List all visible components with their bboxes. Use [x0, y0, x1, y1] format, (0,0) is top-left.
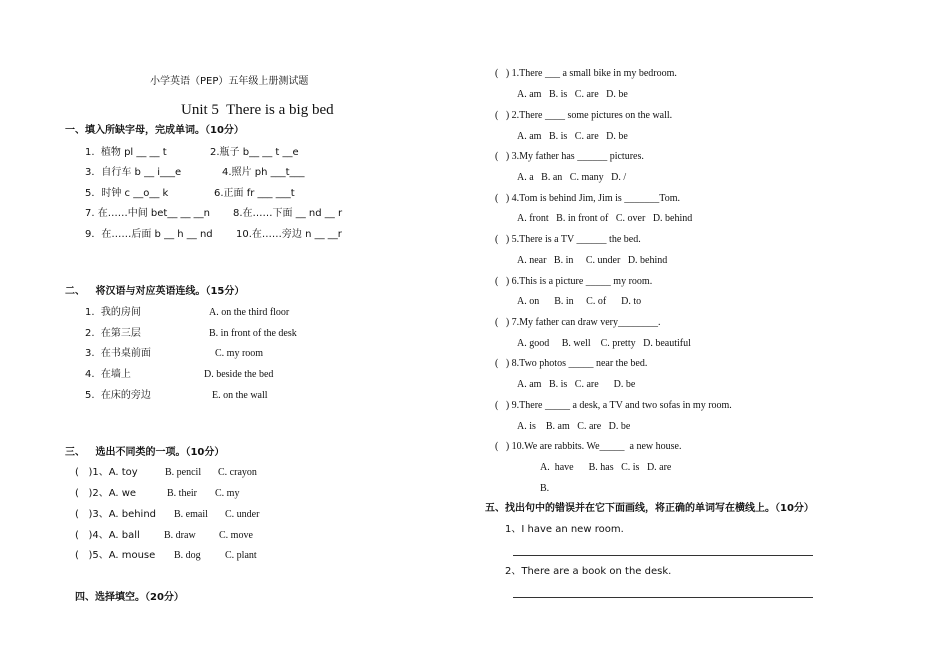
s4-q8-options: A. am B. is C. are D. be: [517, 379, 636, 390]
s2-right-d: D. beside the bed: [204, 369, 274, 380]
s3-q3-c: C. under: [225, 509, 260, 520]
s3-q5-b: B. dog: [174, 550, 201, 561]
s4-q9-options: A. is B. am C. are D. be: [517, 421, 631, 432]
s1-item-2: 2.瓶子 b__ __ t __e: [210, 147, 299, 158]
s1-item-5: 5．时钟 c __o__ k: [85, 188, 169, 199]
s2-left-3: 3. 在书桌前面: [85, 348, 151, 359]
s3-q4-a: ( )4、A. ball: [75, 530, 140, 541]
s4-q1-options: A. am B. is C. are D. be: [517, 89, 628, 100]
s4-q4: ( ) 4.Tom is behind Jim, Jim is _______Tom.: [495, 193, 680, 204]
s1-item-8: 8.在……下面 __ nd __ r: [233, 208, 343, 219]
s4-q10: ( ) 10.We are rabbits. We_____ a new house.: [495, 441, 682, 452]
s4-q3-options: A. a B. an C. many D. /: [517, 172, 627, 183]
section5-heading: 五、找出句中的错误并在它下面画线，将正确的单词写在横线上。（10分）: [485, 503, 814, 514]
s3-q2-b: B. their: [167, 488, 197, 499]
s3-q1-b: B. pencil: [165, 467, 202, 478]
s1-item-4: 4.照片 ph ___t___: [222, 167, 305, 178]
page-title: 小学英语（PEP）五年级上册测试题: [150, 76, 309, 87]
s4-q6-options: A. on B. in C. of D. to: [517, 296, 642, 307]
s4-q9: ( ) 9.There _____ a desk, a TV and two sofas in my room.: [495, 400, 732, 411]
unit-title: Unit 5 There is a big bed: [181, 102, 334, 118]
s3-q1-a: ( )1、A. toy: [75, 467, 138, 478]
s3-q4-c: C. move: [219, 530, 253, 541]
s4-q3: ( ) 3.My father has ______ pictures.: [495, 151, 644, 162]
s1-item-10: 10.在……旁边 n __ __r: [236, 229, 342, 240]
section4-heading: 四、选择填空。（20分）: [75, 592, 184, 603]
s5-item-1: 1、I have an new room.: [505, 524, 624, 535]
s3-q2-c: C. my: [215, 488, 240, 499]
s5-answer-line-2[interactable]: [513, 597, 813, 598]
s4-q7: ( ) 7.My father can draw very________.: [495, 317, 661, 328]
s2-right-e: E. on the wall: [212, 390, 268, 401]
s4-q4-options: A. front B. in front of C. over D. behind: [517, 213, 693, 224]
s3-q3-b: B. email: [174, 509, 208, 520]
s5-item-2: 2、There are a book on the desk.: [505, 566, 672, 577]
s4-q8: ( ) 8.Two photos _____ near the bed.: [495, 358, 648, 369]
s2-left-2: 2. 在第三层: [85, 328, 141, 339]
s2-right-b: B. in front of the desk: [209, 328, 297, 339]
section2-heading: 二、 将汉语与对应英语连线。（15分）: [65, 286, 245, 297]
s3-q5-a: ( )5、A. mouse: [75, 550, 156, 561]
s4-q5: ( ) 5.There is a TV ______ the bed.: [495, 234, 641, 245]
s4-q10-options: A. have B. has C. is D. are: [540, 462, 672, 473]
s4-q2: ( ) 2.There ____ some pictures on the wall.: [495, 110, 673, 121]
s2-left-5: 5. 在床的旁边: [85, 390, 151, 401]
s3-q5-c: C. plant: [225, 550, 257, 561]
s2-right-c: C. my room: [215, 348, 264, 359]
s4-q6: ( ) 6.This is a picture _____ my room.: [495, 276, 653, 287]
s1-item-1: 1. 植物 pl __ __ t: [85, 147, 167, 158]
s3-q1-c: C. crayon: [218, 467, 257, 478]
section3-heading: 三、 选出不同类的一项。（10分）: [65, 447, 225, 458]
s4-q1: ( ) 1.There ___ a small bike in my bedroom.: [495, 68, 677, 79]
s2-left-1: 1. 我的房间: [85, 307, 141, 318]
s1-item-6: 6.正面 fr ___ ___t: [214, 188, 295, 199]
s1-item-7: 7. 在……中间 bet__ __ __n: [85, 208, 211, 219]
s2-right-a: A. on the third floor: [209, 307, 290, 318]
s3-q3-a: ( )3、A. behind: [75, 509, 157, 520]
s4-q7-options: A. good B. well C. pretty D. beautiful: [517, 338, 691, 349]
s1-item-9: 9．在……后面 b __ h __ nd: [85, 229, 213, 240]
s1-item-3: 3．自行车 b __ i___e: [85, 167, 182, 178]
s4-q2-options: A. am B. is C. are D. be: [517, 131, 628, 142]
s4-q5-options: A. near B. in C. under D. behind: [517, 255, 668, 266]
s3-q4-b: B. draw: [164, 530, 196, 541]
s4-extra: B.: [540, 483, 550, 494]
section1-heading: 一、填入所缺字母，完成单词。（10分）: [65, 125, 244, 136]
s2-left-4: 4. 在墙上: [85, 369, 131, 380]
s3-q2-a: ( )2、A. we: [75, 488, 137, 499]
s5-answer-line-1[interactable]: [513, 555, 813, 556]
